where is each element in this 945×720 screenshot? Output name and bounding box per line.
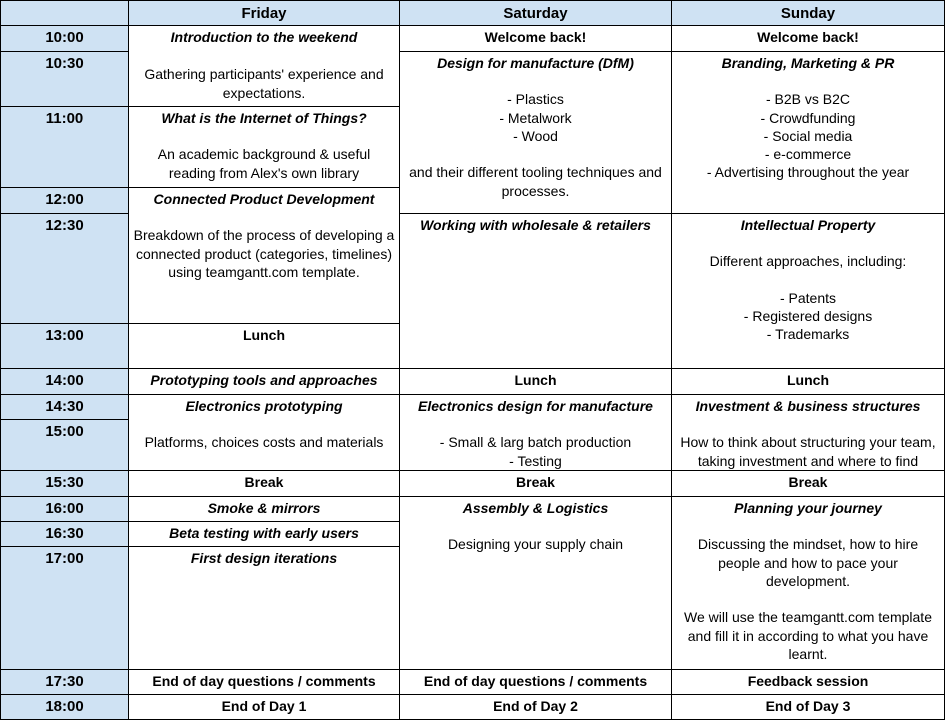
session-title: End of day questions / comments [152,673,376,689]
session-saturday [399,694,672,720]
session-title: First design iterations [190,550,338,566]
session-saturday [399,25,672,52]
day-header-saturday: Saturday [399,0,672,26]
session-sunday [671,25,945,52]
time-slot-1230: 12:30 [0,213,129,324]
session-friday [128,25,400,107]
session-title: Branding, Marketing & PR [721,55,895,71]
session-description: Platforms, choices costs and materials [144,434,384,451]
session-description: Discussing the mindset, how to hire people and how to pace your development. We will use the teamgantt.com template and fill it in according to what you have learnt. [684,536,932,663]
session-description: How to think about structuring your team, taking investment and where to find [680,434,936,469]
time-slot-1530: 15:30 [0,470,129,497]
session-title: Working with wholesale & retailers [420,217,651,233]
time-slot-1630: 16:30 [0,521,129,547]
session-title: End of Day 1 [221,698,307,714]
session-friday [128,546,400,670]
session-sunday [671,51,945,214]
time-slot-1800: 18:00 [0,694,129,720]
session-friday [128,394,400,471]
day-header-sunday: Sunday [671,0,945,26]
session-sunday [671,213,945,369]
session-title: Electronics prototyping [185,398,343,414]
session-description: - Small & larg batch production - Testing [439,434,632,469]
session-title: Smoke & mirrors [207,500,321,516]
session-saturday [399,368,672,395]
session-friday [128,496,400,522]
session-title: Lunch [787,372,829,388]
session-title: Intellectual Property [740,217,876,233]
time-slot-1200: 12:00 [0,187,129,214]
session-title: End of Day 3 [765,698,851,714]
session-title: What is the Internet of Things? [161,110,367,126]
session-title: Investment & business structures [695,398,921,414]
time-slot-1730: 17:30 [0,669,129,695]
time-slot-1400: 14:00 [0,368,129,395]
session-title: Connected Product Development [153,191,375,207]
time-slot-1030: 10:30 [0,51,129,107]
session-friday [128,187,400,324]
time-slot-1500: 15:00 [0,419,129,471]
session-description: - B2B vs B2C - Crowdfunding - Social media - e-commerce - Advertising throughout the year [706,91,910,181]
session-description: Gathering participants' experience and expectations. [144,66,384,101]
session-friday [128,106,400,188]
session-description: An academic background & useful reading from Alex's own library [157,146,371,181]
session-title: Beta testing with early users [169,525,359,541]
session-saturday [399,51,672,214]
session-description: Designing your supply chain [447,536,624,553]
session-sunday [671,394,945,471]
session-title: Prototyping tools and approaches [150,372,378,388]
session-title: Electronics design for manufacture [418,398,653,414]
session-sunday [671,496,945,670]
session-title: Feedback session [747,673,869,689]
session-title: Planning your journey [734,500,882,516]
session-title: Introduction to the weekend [170,29,358,45]
session-friday [128,323,400,369]
time-slot-1100: 11:00 [0,106,129,188]
session-title: Assembly & Logistics [462,500,609,516]
header-corner [0,0,129,26]
time-slot-1700: 17:00 [0,546,129,670]
session-sunday [671,669,945,695]
time-slot-1600: 16:00 [0,496,129,522]
session-saturday [399,496,672,670]
session-friday [128,521,400,547]
session-saturday [399,470,672,497]
session-title: Break [244,474,284,490]
time-slot-1430: 14:30 [0,394,129,420]
session-sunday [671,470,945,497]
time-slot-1000: 10:00 [0,25,129,52]
session-friday [128,470,400,497]
session-saturday [399,669,672,695]
session-title: Break [788,474,828,490]
time-slot-1300: 13:00 [0,323,129,369]
session-friday [128,694,400,720]
day-header-friday: Friday [128,0,400,26]
session-description: Breakdown of the process of developing a connected product (categories, timelines) using teamgantt.com template. [133,227,395,280]
session-title: End of Day 2 [493,698,578,714]
session-description: Different approaches, including: - Patents - Registered designs - Trademarks [709,253,907,343]
session-saturday [399,213,672,369]
session-title: Break [516,474,555,490]
session-description: - Plastics - Metalwork - Wood and their different tooling techniques and processes. [409,91,662,199]
session-friday [128,669,400,695]
session-title: Welcome back! [484,29,587,45]
session-saturday [399,394,672,471]
session-title: Lunch [243,327,285,343]
session-title: Welcome back! [757,29,859,45]
session-sunday [671,694,945,720]
session-title: End of day questions / comments [423,673,648,689]
session-friday [128,368,400,395]
session-sunday [671,368,945,395]
session-title: Lunch [514,372,557,388]
session-title: Design for manufacture (DfM) [437,55,634,71]
